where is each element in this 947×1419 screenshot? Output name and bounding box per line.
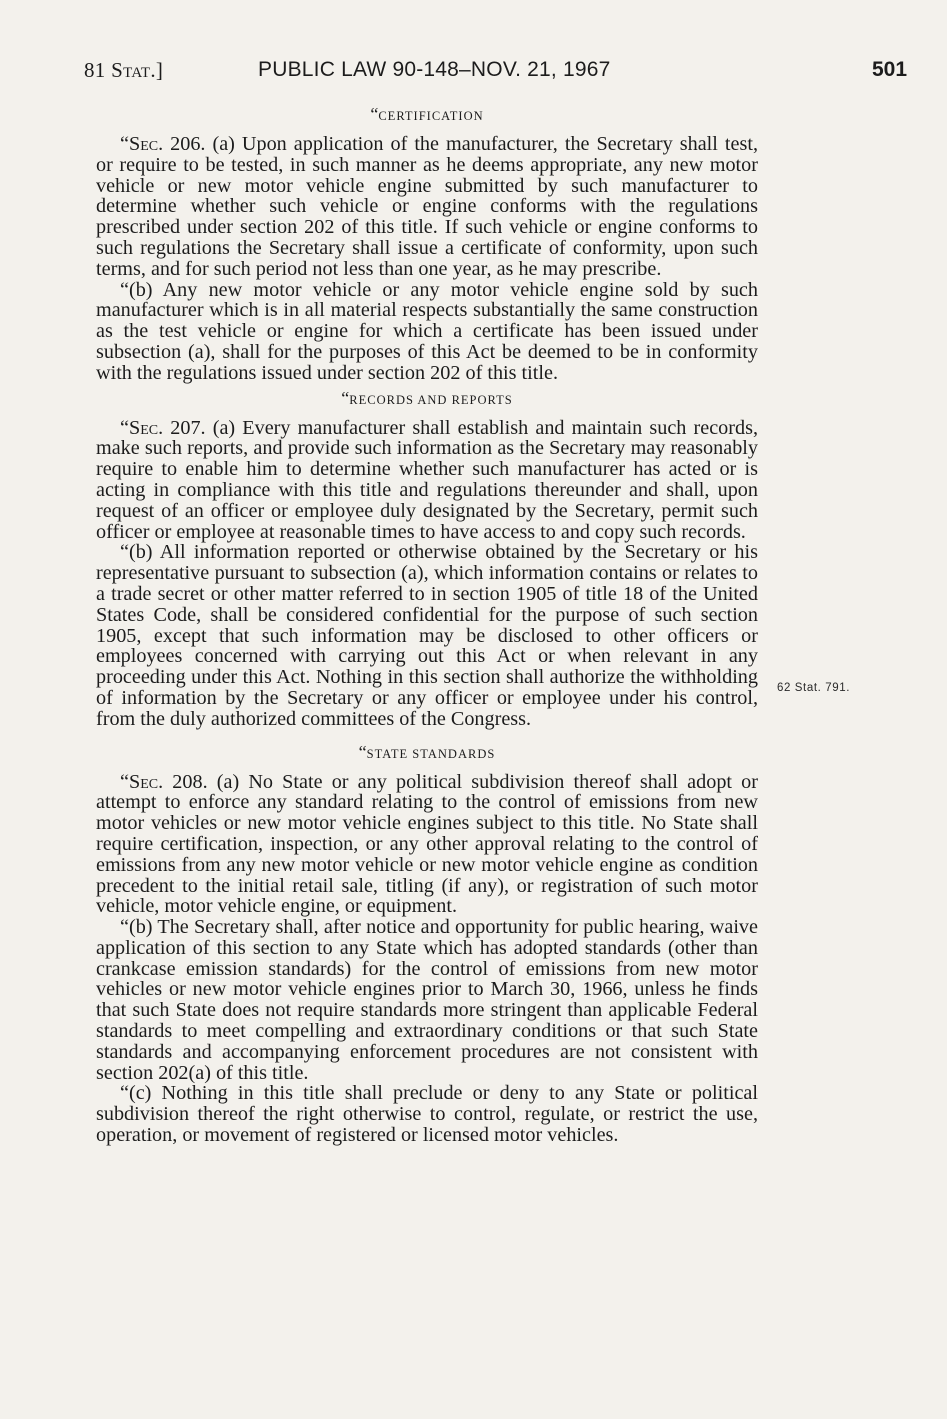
paragraph-206b: “(b) Any new motor vehicle or any motor vehicle engine sold by such manufacturer which is in all material respects substantially the same construction as the test vehicle or engine for which a certificate has been issued under subsection (a), shall for the purposes of this Act be deemed to be in conformity with the regulations issued under section 202 of this title. [96,278,758,384]
paragraph-207b: “(b) All information reported or otherwise obtained by the Secretary or his representative pursuant to subsection (a), which information contains or relates to a trade secret or other matter referred to in section 1905 of title 18 of the United States Code, shall be considered confidential for the purpose of such section 1905, except that such information may be disclosed to other officers or employees concerned with carrying out this Act or when relevant in any proceeding under this Act. Nothing in this section shall authorize the withholding of information by the Secretary or any officer or employee under his control, from the duly authorized committees of the Congress. [96,541,758,730]
section-heading-state-standards: “STATE STANDARDS [358,741,496,762]
statute-body [96,100,758,1146]
paragraph-206a: “Sec. 206. (a) Upon application of the manufacturer, the Secretary shall test, or require to be tested, in such manner as he deems appropriate, any new motor vehicle or new motor vehicle engine submitted by such manufacturer to determine whether such vehicle or engine conforms with the regulations prescribed under section 202 of this title. If such vehicle or engine conforms to such regulations the Secretary shall issue a certificate of conformity, upon such terms, and for such period not less than one year, as he may prescribe. [96,133,758,280]
section-heading-certification: “CERTIFICATION [370,104,484,124]
paragraph-208c: “(c) Nothing in this title shall preclude or deny to any State or political subdivision thereof the right otherwise to control, regulate, or restrict the use, operation, or movement of registered or licensed motor vehicles. [96,1082,758,1147]
section-heading-records-and-reports: “RECORDS AND REPORTS [341,387,513,408]
paragraph-207a: “Sec. 207. (a) Every manufacturer shall establish and maintain such records, make such reports, and provide such information as the Secretary may reasonably require to enable him to determine whether such manufacturer has acted or is acting in compliance with this title and regulations thereunder and shall, upon request of an officer or employee duly designated by the Secretary, permit such officer or employee at reasonable times to have access to and copy such records. [96,416,758,543]
paragraph-208b: “(b) The Secretary shall, after notice and opportunity for public hearing, waive application of this section to any State which has adopted standards (other than crankcase emission standards) for the control of emissions from new motor vehicles or new motor vehicle engines prior to March 30, 1966, unless he finds that such State does not require standards more stringent than applicable Federal standards to meet compelling and extraordinary conditions or that such State standards and accompanying enforcement procedures are not consistent with section 202(a) of this title. [96,916,758,1084]
paragraph-208a: “Sec. 208. (a) No State or any political subdivision thereof shall adopt or attempt to enforce any standard relating to the control of emissions from new motor vehicles or new motor vehicle engines subject to this title. No State shall require certification, inspection, or any other approval relating to the control of emissions from any new motor vehicle or new motor vehicle engine as condition precedent to the initial retail sale, titling (if any), or registration of such motor vehicle, motor vehicle engine, or equipment. [96,770,758,918]
running-title: PUBLIC LAW 90-148–NOV. 21, 1967 [258,58,611,81]
statute-volume: 81 Stat.] [84,58,164,82]
page-header [0,58,947,88]
page-number: 501 [872,58,908,81]
margin-citation-note: 62 Stat. 791. [777,682,851,694]
